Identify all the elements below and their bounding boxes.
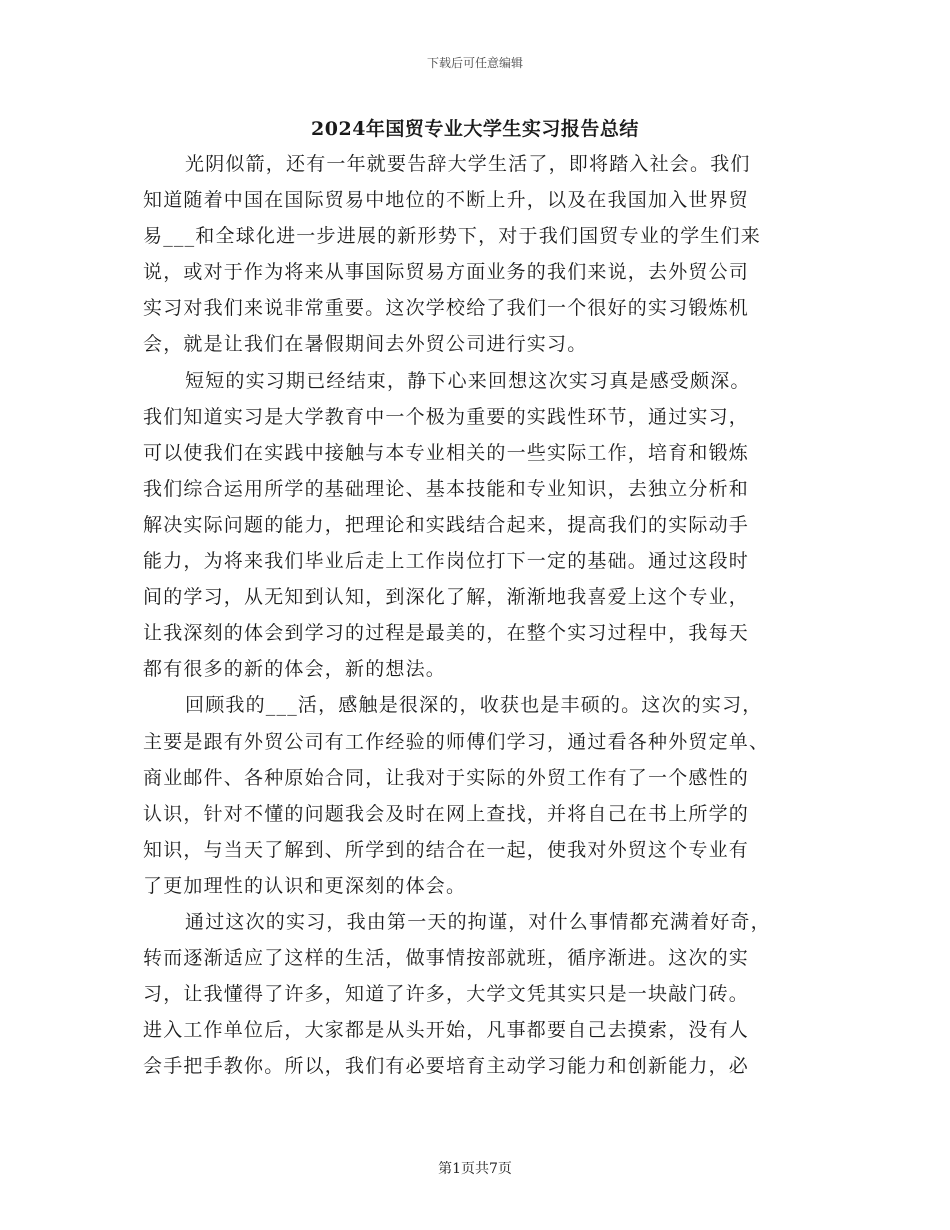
paragraph-1-line-5: 实习对我们来说非常重要。这次学校给了我们一个很好的实习锻炼机	[143, 297, 750, 320]
paragraph-2-line-1: 短短的实习期已经结束，静下心来回想这次实习真是感受颇深。	[185, 369, 751, 392]
paragraph-3-line-4: 认识，针对不懂的问题我会及时在网上查找，并将自己在书上所学的	[143, 802, 750, 825]
paragraph-3-line-5: 知识，与当天了解到、所学到的结合在一起，使我对外贸这个专业有	[143, 838, 750, 861]
paragraph-3-line-2: 主要是跟有外贸公司有工作经验的师傅们学习，通过看各种外贸定单、	[143, 730, 770, 753]
paragraph-2-line-6: 能力，为将来我们毕业后走上工作岗位打下一定的基础。通过这段时	[143, 550, 750, 573]
paragraph-2-line-2: 我们知道实习是大学教育中一个极为重要的实践性环节，通过实习，	[143, 405, 750, 428]
paragraph-4-line-3: 习，让我懂得了许多，知道了许多，大学文凭其实只是一块敲门砖。	[143, 983, 750, 1006]
document-body	[143, 146, 813, 1084]
paragraph-2-line-5: 解决实际问题的能力，把理论和实践结合起来，提高我们的实际动手	[143, 513, 750, 536]
paragraph-1-line-6: 会，就是让我们在暑假期间去外贸公司进行实习。	[143, 333, 588, 356]
paragraph-1-line-3: 易___和全球化进一步进展的新形势下，对于我们国贸专业的学生们来	[143, 225, 761, 248]
paragraph-2-line-7: 间的学习，从无知到认知，到深化了解，渐渐地我喜爱上这个专业，	[143, 586, 750, 609]
paragraph-2-line-4: 我们综合运用所学的基础理论、基本技能和专业知识，去独立分析和	[143, 477, 750, 500]
paragraph-3-line-1: 回顾我的___活，感触是很深的，收获也是丰硕的。这次的实习，	[185, 694, 763, 717]
paragraph-4-line-2: 转而逐渐适应了这样的生活，做事情按部就班，循序渐进。这次的实	[143, 947, 750, 970]
paragraph-1-line-2: 知道随着中国在国际贸易中地位的不断上升，以及在我国加入世界贸	[143, 189, 750, 212]
paragraph-2-line-9: 都有很多的新的体会，新的想法。	[143, 658, 447, 681]
paragraph-1-line-4: 说，或对于作为将来从事国际贸易方面业务的我们来说，去外贸公司	[143, 261, 750, 284]
paragraph-1-line-1: 光阴似箭，还有一年就要告辞大学生活了，即将踏入社会。我们	[185, 153, 751, 175]
paragraph-3-line-6: 了更加理性的认识和更深刻的体会。	[143, 874, 467, 897]
document-title: 2024年国贸专业大学生实习报告总结	[311, 118, 639, 140]
paragraph-2-line-8: 让我深刻的体会到学习的过程是最美的，在整个实习过程中，我每天	[143, 622, 750, 645]
paragraph-4-line-1: 通过这次的实习，我由第一天的拘谨，对什么事情都充满着好奇，	[185, 910, 771, 933]
paragraph-3-line-3: 商业邮件、各种原始合同，让我对于实际的外贸工作有了一个感性的	[143, 766, 750, 789]
paragraph-4-line-5: 会手把手教你。所以，我们有必要培育主动学习能力和创新能力，必	[143, 1055, 750, 1078]
header-note: 下载后可任意编辑	[426, 56, 523, 70]
page-footer: 第1页共7页	[438, 1161, 512, 1177]
paragraph-4-line-4: 进入工作单位后，大家都是从头开始，凡事都要自己去摸索，没有人	[143, 1019, 750, 1042]
paragraph-2-line-3: 可以使我们在实践中接触与本专业相关的一些实际工作，培育和锻炼	[143, 441, 750, 464]
